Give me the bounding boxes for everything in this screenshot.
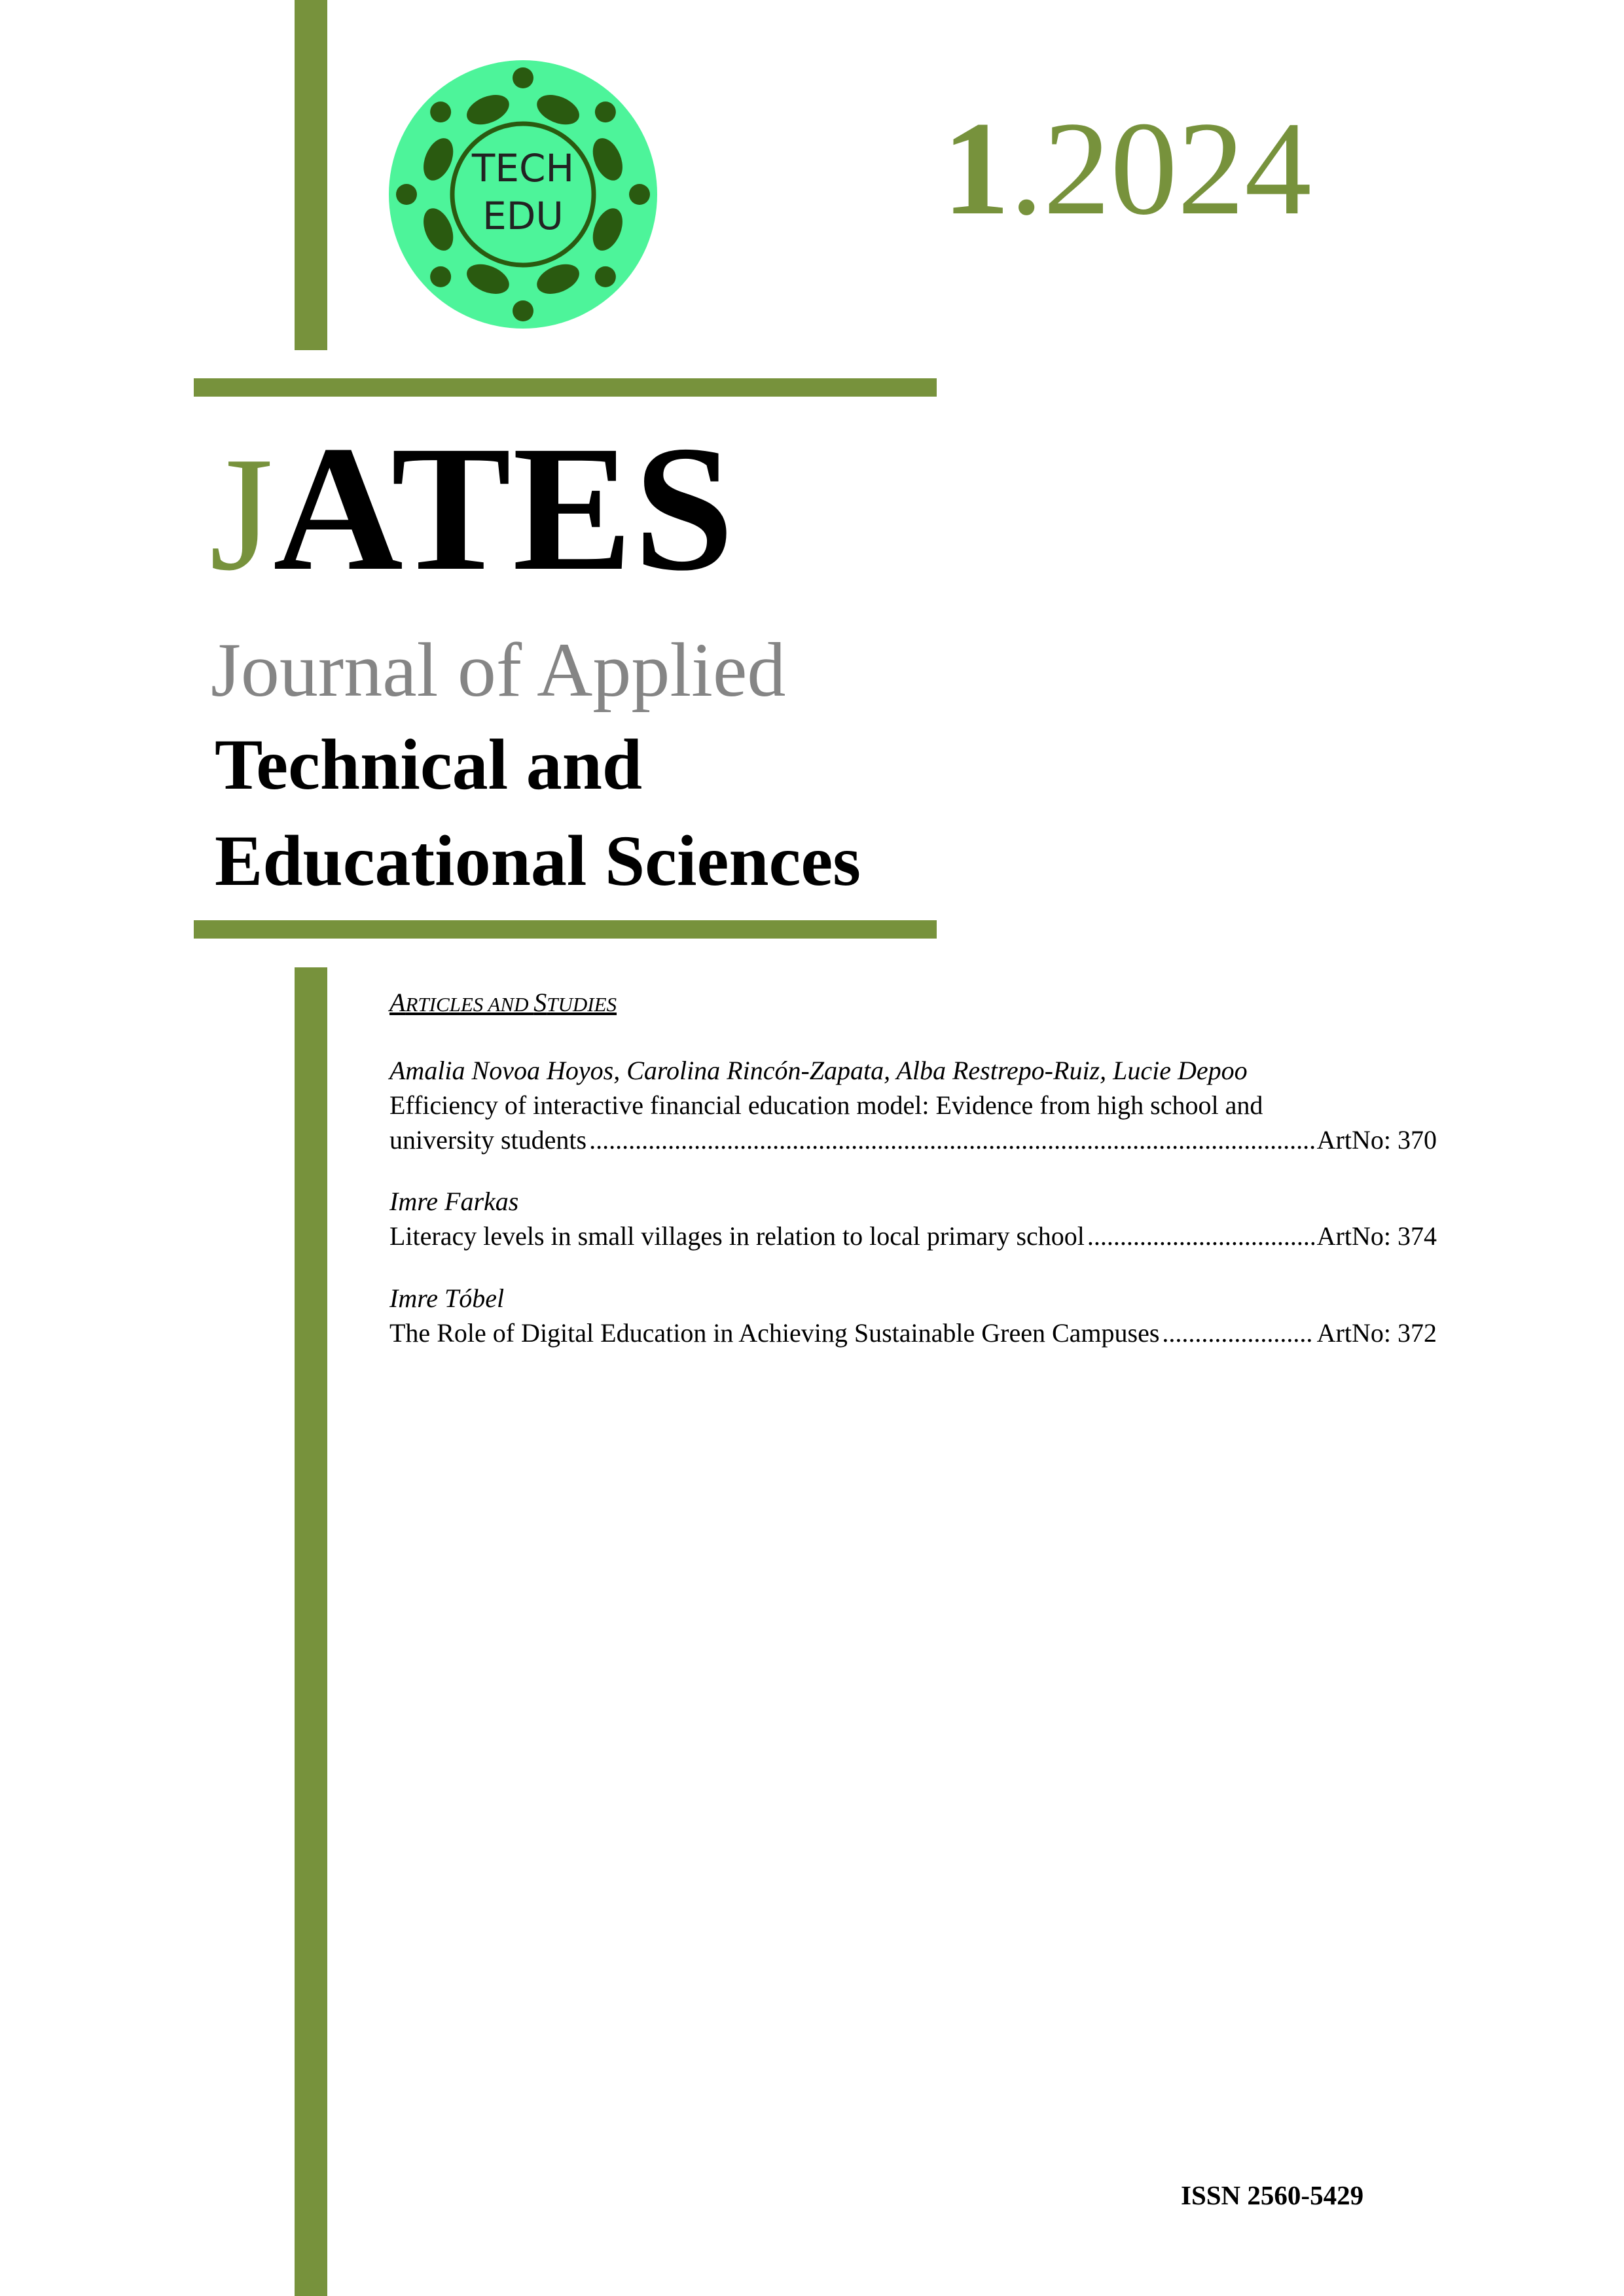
tech-edu-logo — [389, 60, 657, 329]
toc-entry-title-line — [389, 1316, 1437, 1351]
accent-bar-vertical-top — [295, 0, 327, 350]
issn-number: ISSN 2560-5429 — [1181, 2180, 1364, 2210]
dot-leader — [1087, 1219, 1314, 1254]
toc-entry-title: Literacy levels in small villages in relation to local primary school — [389, 1221, 1085, 1251]
logo-person-head — [595, 101, 616, 122]
logo-person-head — [396, 184, 417, 205]
toc-entry-title-line — [389, 1219, 1437, 1254]
logo-text-line1: TECH — [471, 146, 575, 190]
issue-number — [943, 94, 1312, 243]
logo-text-line2: EDU — [482, 194, 564, 238]
logo-person-head — [513, 67, 533, 88]
toc-entry-title-line — [389, 1123, 1437, 1158]
logo-person-head — [595, 266, 616, 287]
logo-person-head — [513, 300, 533, 321]
toc-entry[interactable] — [389, 1054, 1437, 1157]
journal-title-line-1: Journal of Applied — [211, 627, 786, 713]
dot-leader — [589, 1123, 1314, 1158]
toc-entry[interactable] — [389, 1185, 1437, 1254]
toc-entry-authors: Amalia Novoa Hoyos, Carolina Rincón-Zapata, Alba Restrepo-Ruiz, Lucie Depoo — [389, 1056, 1248, 1085]
dot-leader — [1162, 1316, 1314, 1351]
journal-title-line-2: Technical and — [215, 725, 643, 804]
heading-smallcaps-b: RTICLES AND — [405, 993, 534, 1016]
toc-section-heading — [389, 987, 1437, 1018]
heading-initial-s: S — [533, 988, 547, 1017]
accent-bar-vertical-bottom — [295, 967, 327, 2296]
heading-initial-a: A — [389, 988, 406, 1017]
toc-entry-title: Efficiency of interactive financial education model: Evidence from high school and — [389, 1090, 1263, 1120]
issue-number-lead: 1 — [943, 94, 1010, 243]
journal-acronym — [209, 409, 736, 608]
toc-entry[interactable] — [389, 1282, 1437, 1351]
heading-smallcaps-d: TUDIES — [547, 993, 617, 1016]
table-of-contents — [389, 987, 1437, 1378]
journal-acronym-j: J — [209, 423, 274, 605]
journal-title-line-3: Educational Sciences — [215, 821, 861, 901]
journal-acronym-rest: ATES — [273, 409, 736, 608]
logo-person-head — [629, 184, 650, 205]
issue-number-rest: .2024 — [1009, 94, 1312, 243]
toc-entry-title-continued: university students — [389, 1124, 587, 1155]
toc-entry-title: The Role of Digital Education in Achieving Sustainable Green Campuses — [389, 1318, 1160, 1348]
toc-entry-artno: ArtNo: 370 — [1316, 1124, 1437, 1155]
toc-entry-authors: Imre Tóbel — [389, 1283, 505, 1313]
accent-bar-horizontal-lower — [194, 920, 937, 939]
logo-person-head — [430, 266, 451, 287]
toc-entry-artno: ArtNo: 372 — [1316, 1318, 1437, 1348]
accent-bar-horizontal-upper — [194, 378, 937, 397]
toc-entry-authors: Imre Farkas — [389, 1187, 519, 1217]
toc-entry-artno: ArtNo: 374 — [1316, 1221, 1437, 1251]
logo-person-head — [430, 101, 451, 122]
